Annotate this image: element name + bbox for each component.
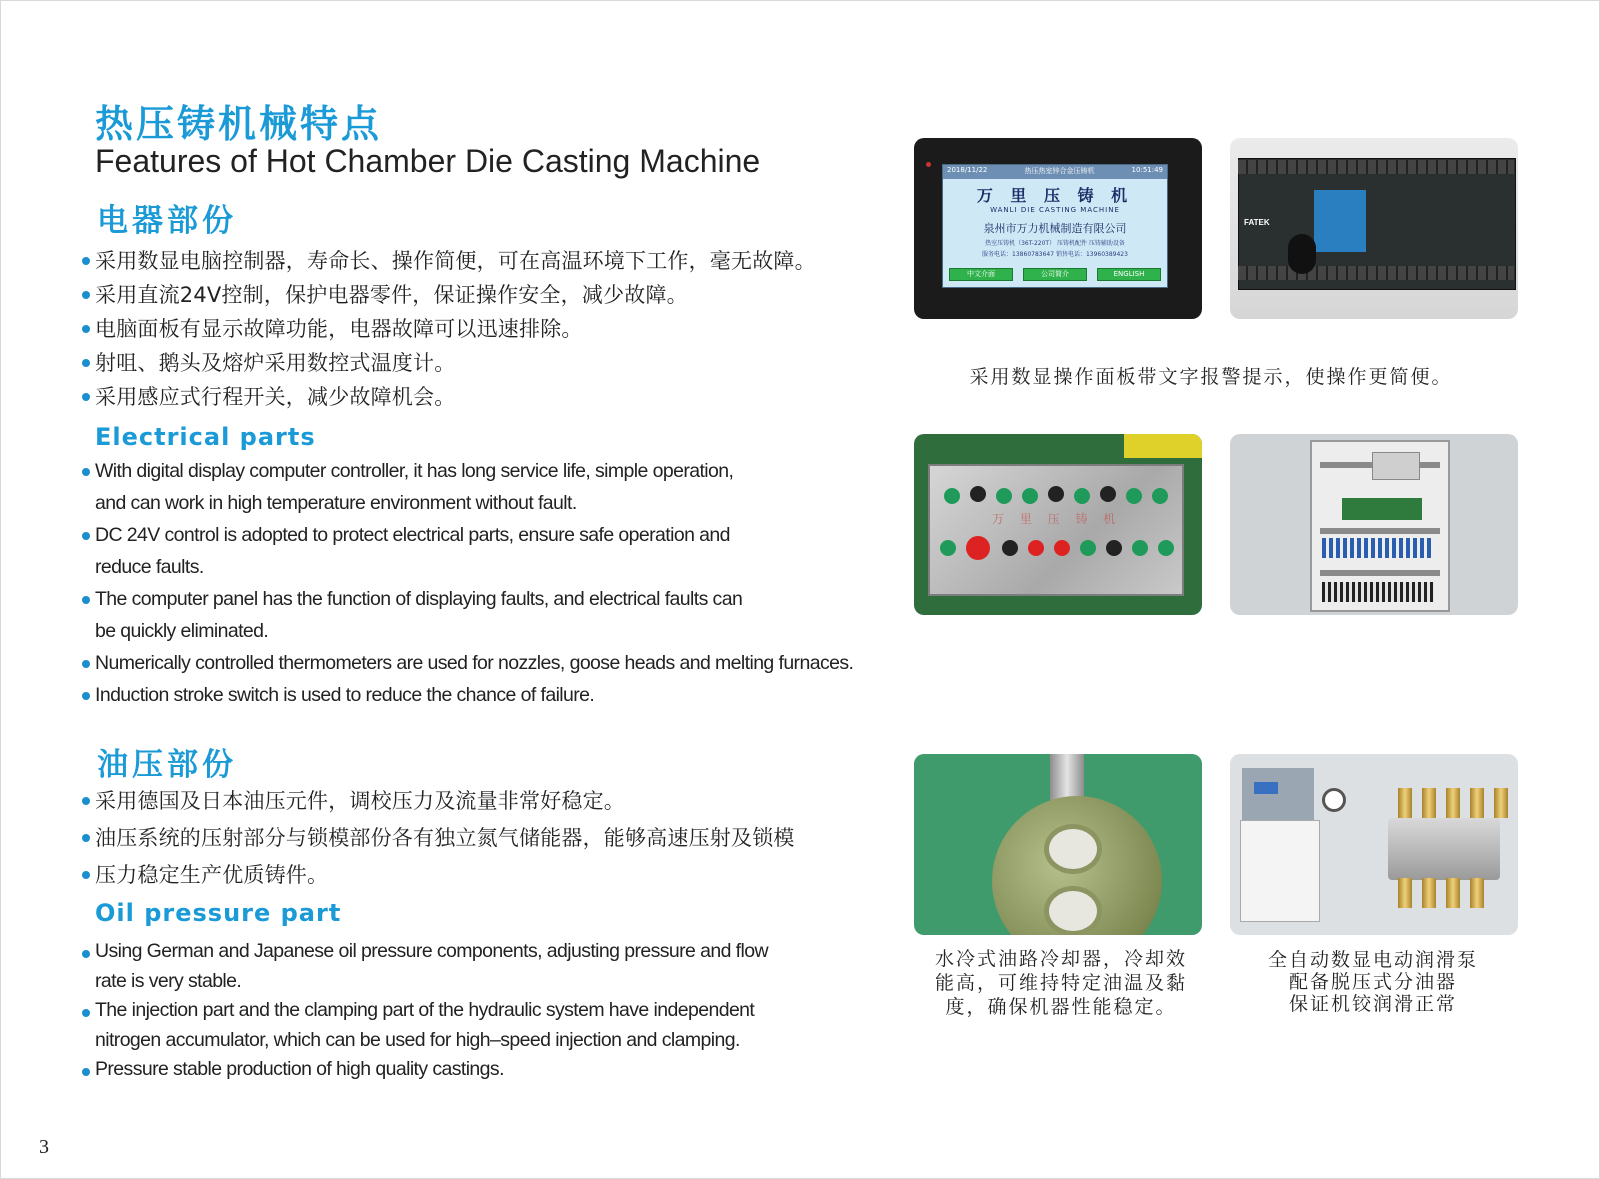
screen-brand: 万 里 压 铸 机 (976, 186, 1134, 205)
screen-button-about: 公司简介 (1023, 268, 1087, 281)
caption-touchscreen: 采用数显操作面板带文字报警提示，使操作更简便。 (969, 366, 1453, 388)
oil-list-cn (81, 785, 795, 896)
list-item: 采用德国及日本油压元件，调校压力及流量非常好稳定。 (81, 785, 795, 822)
lubrication-pump-photo (1230, 754, 1518, 935)
list-item: The computer panel has the function of displaying faults, and electrical faults can be quickly eliminated. (81, 583, 853, 647)
list-item: The injection part and the clamping part of the hydraulic system have independent nitrogen accumulator, which can be used for high–speed injection and clamping. (81, 996, 768, 1055)
screen-brand-en: WANLI DIE CASTING MACHINE (990, 206, 1120, 214)
screen-company: 泉州市万力机械制造有限公司 (983, 222, 1127, 235)
list-item: Pressure stable production of high quality castings. (81, 1055, 768, 1085)
list-item: 压力稳定生产优质铸件。 (81, 859, 795, 896)
oil-heading-cn: 油压部份 (97, 747, 237, 783)
list-item: 电脑面板有显示故障功能，电器故障可以迅速排除。 (81, 313, 816, 347)
screen-info: 热室压铸机（36T-220T） 压铸机配件 压铸辅助设备 (985, 240, 1125, 247)
caption-oil-cooler: 水冷式油路冷却器，冷却效 能高，可维持特定油温及黏 度，确保机器性能稳定。 (934, 948, 1187, 1018)
electrical-heading-cn: 电器部份 (97, 203, 237, 239)
list-item: 油压系统的压射部分与锁模部份各有独立氮气储能器，能够高速压射及锁模 (81, 822, 795, 859)
touchscreen-display (942, 164, 1168, 288)
electrical-cabinet-photo (1230, 434, 1518, 615)
touchscreen-photo (914, 138, 1202, 319)
list-item: 射咀、鹅头及熔炉采用数控式温度计。 (81, 347, 816, 381)
caption-lubrication-pump: 全自动数显电动润滑泵 配备脱压式分油器 保证机铰润滑正常 (1267, 949, 1478, 1015)
oil-heading-en: Oil pressure part (95, 899, 342, 927)
electrical-heading-en: Electrical parts (95, 423, 316, 451)
list-item: 采用直流24V控制，保护电器零件，保证操作安全，减少故障。 (81, 279, 816, 313)
list-item: 采用感应式行程开关，减少故障机会。 (81, 381, 816, 415)
screen-top-title: 热压热室锌合金压铸机 (1024, 167, 1095, 175)
oil-cooler-photo (914, 754, 1202, 935)
list-item: With digital display computer controller, it has long service life, simple operation, and can work in high temperature environment without fault. (81, 455, 853, 519)
page-number: 3 (39, 1136, 49, 1158)
list-item: 采用数显电脑控制器，寿命长、操作简便，可在高温环境下工作，毫无故障。 (81, 245, 816, 279)
electrical-list-cn (81, 245, 816, 415)
plc-photo (1230, 138, 1518, 319)
list-item: DC 24V control is adopted to protect electrical parts, ensure safe operation and reduce faults. (81, 519, 853, 583)
screen-phone: 服务电话：13860783647 销售电话：13960389423 (982, 251, 1128, 258)
list-item: Induction stroke switch is used to reduce the chance of failure. (81, 679, 853, 711)
panel-brand-text: 万 里 压 铸 机 (992, 512, 1122, 526)
list-item: Numerically controlled thermometers are used for nozzles, goose heads and melting furnaces. (81, 647, 853, 679)
screen-time: 10:51:49 (1131, 166, 1163, 174)
page-title-en: Features of Hot Chamber Die Casting Machine (95, 143, 761, 179)
control-panel-photo (914, 434, 1202, 615)
screen-date: 2018/11/22 (947, 166, 988, 174)
screen-button-chinese: 中文介面 (949, 268, 1013, 281)
oil-list-en (81, 937, 768, 1085)
electrical-list-en (81, 455, 853, 711)
page-title-cn: 热压铸机械特点 (95, 102, 383, 146)
list-item: Using German and Japanese oil pressure components, adjusting pressure and flow rate is very stable. (81, 937, 768, 996)
plc-label: FATEK (1244, 218, 1270, 227)
screen-button-english: ENGLISH (1097, 268, 1161, 281)
